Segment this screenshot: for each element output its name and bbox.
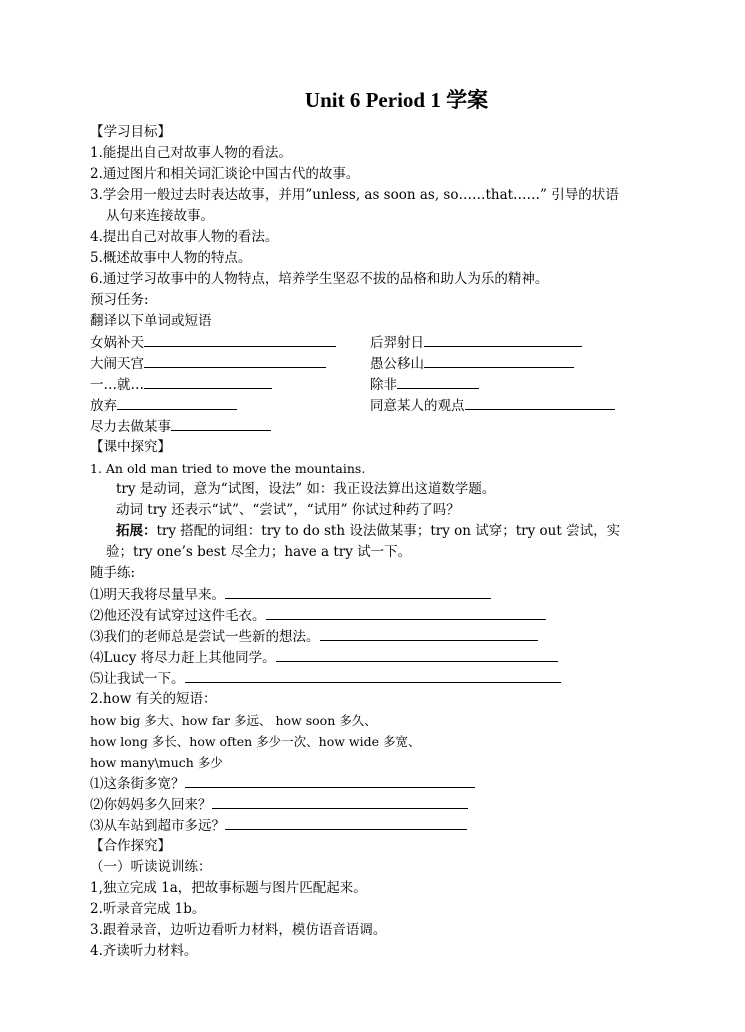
goal-item: 4.提出自己对故事人物的看法。 — [90, 229, 279, 245]
answer-blank[interactable] — [185, 773, 475, 788]
vocab-term: 尽力去做某事 — [90, 419, 171, 435]
expand-text: try 搭配的词组：try to do sth 设法做某事；try on 试穿；try out 尝试，实 — [156, 523, 621, 539]
preview-heading: 预习任务: — [90, 292, 149, 308]
goal-item: 1.能提出自己对故事人物的看法。 — [90, 145, 292, 161]
practice-item: ⑵他还没有试穿过这件毛衣。 — [90, 605, 665, 626]
practice-heading: 随手练: — [90, 565, 136, 581]
grammar-note: try 是动词，意为“试图，设法” 如：我正设法算出这道数学题。 — [116, 481, 496, 497]
expand-note-continued: 验；try one’s best 尽全力；have a try 试一下。 — [106, 544, 412, 560]
practice-item: ⑷Lucy 将尽力赶上其他同学。 — [90, 647, 665, 668]
answer-blank[interactable] — [144, 353, 326, 368]
expand-note — [90, 521, 665, 542]
goals-heading: 【学习目标】 — [90, 124, 171, 140]
answer-blank[interactable] — [185, 668, 561, 683]
vocab-term: 放弃 — [90, 398, 117, 414]
worksheet-content — [90, 122, 665, 962]
vocab-row — [90, 353, 665, 374]
answer-blank[interactable] — [465, 395, 615, 410]
coop-item: 4.齐读听力材料。 — [90, 943, 198, 959]
answer-blank[interactable] — [171, 416, 271, 431]
example-sentence: 1. An old man tried to move the mountains. — [90, 461, 366, 476]
grammar-note: 动词 try 还表示“试”、“尝试”，“试用” 你试过种药了吗？ — [116, 502, 460, 518]
practice-item: ⑴明天我将尽量早来。 — [90, 584, 665, 605]
answer-blank[interactable] — [225, 815, 467, 830]
goal-item: 3.学会用一般过去时表达故事，并用”unless, as soon as, so……that……” 引导的状语 — [90, 187, 619, 203]
answer-blank[interactable] — [117, 395, 237, 410]
how-heading: 2.how 有关的短语： — [90, 691, 217, 707]
coop-item: 2.听录音完成 1b。 — [90, 901, 206, 917]
answer-blank[interactable] — [424, 332, 582, 347]
vocab-term: 女娲补天 — [90, 335, 144, 351]
vocab-row — [90, 374, 665, 395]
goal-item: 2.通过图片和相关词汇谈论中国古代的故事。 — [90, 166, 360, 182]
preview-subheading: 翻译以下单词或短语 — [90, 313, 212, 329]
answer-blank[interactable] — [225, 584, 491, 599]
vocab-term-right: 后羿射日 — [370, 332, 582, 354]
answer-blank[interactable] — [212, 794, 468, 809]
answer-blank[interactable] — [276, 647, 558, 662]
coop-item: 3.跟着录音，边听边看听力材料，模仿语音语调。 — [90, 922, 387, 938]
vocab-term-right: 愚公移山 — [370, 353, 574, 375]
expand-label: 拓展： — [116, 523, 157, 539]
how-practice-item: ⑵你妈妈多久回来？ — [90, 794, 665, 815]
practice-item: ⑸让我试一下。 — [90, 668, 665, 689]
answer-blank[interactable] — [424, 353, 574, 368]
goal-item: 5.概述故事中人物的特点。 — [90, 250, 252, 266]
how-practice-item: ⑴这条街多宽？ — [90, 773, 665, 794]
how-phrases: how big 多大、how far 多远、 how soon 多久、 — [90, 713, 377, 728]
vocab-term: 一…就… — [90, 377, 144, 393]
answer-blank[interactable] — [320, 626, 538, 641]
how-practice-item: ⑶从车站到超市多远？ — [90, 815, 665, 836]
how-phrases: how many\much 多少 — [90, 755, 223, 770]
vocab-row — [90, 416, 665, 437]
answer-blank[interactable] — [144, 332, 336, 347]
goal-item: 6.通过学习故事中的人物特点，培养学生坚忍不拔的品格和助人为乐的精神。 — [90, 271, 549, 287]
answer-blank[interactable] — [144, 374, 272, 389]
practice-item: ⑶我们的老师总是尝试一些新的想法。 — [90, 626, 665, 647]
explore-heading: 【课中探究】 — [90, 439, 171, 455]
coop-subheading: （一）听读说训练： — [90, 859, 212, 875]
vocab-term-right: 除非 — [370, 374, 479, 396]
coop-item: 1,独立完成 1a，把故事标题与图片匹配起来。 — [90, 880, 367, 896]
how-phrases: how long 多长、how often 多少一次、how wide 多宽、 — [90, 734, 421, 749]
answer-blank[interactable] — [266, 605, 546, 620]
page-title: Unit 6 Period 1 学案 — [304, 88, 489, 112]
vocab-term-right: 同意某人的观点 — [370, 395, 615, 417]
coop-heading: 【合作探究】 — [90, 838, 171, 854]
vocab-row — [90, 332, 665, 353]
answer-blank[interactable] — [397, 374, 479, 389]
goal-item-continued: 从句来连接故事。 — [106, 208, 214, 224]
vocab-term: 大闹天宫 — [90, 356, 144, 372]
vocab-row — [90, 395, 665, 416]
